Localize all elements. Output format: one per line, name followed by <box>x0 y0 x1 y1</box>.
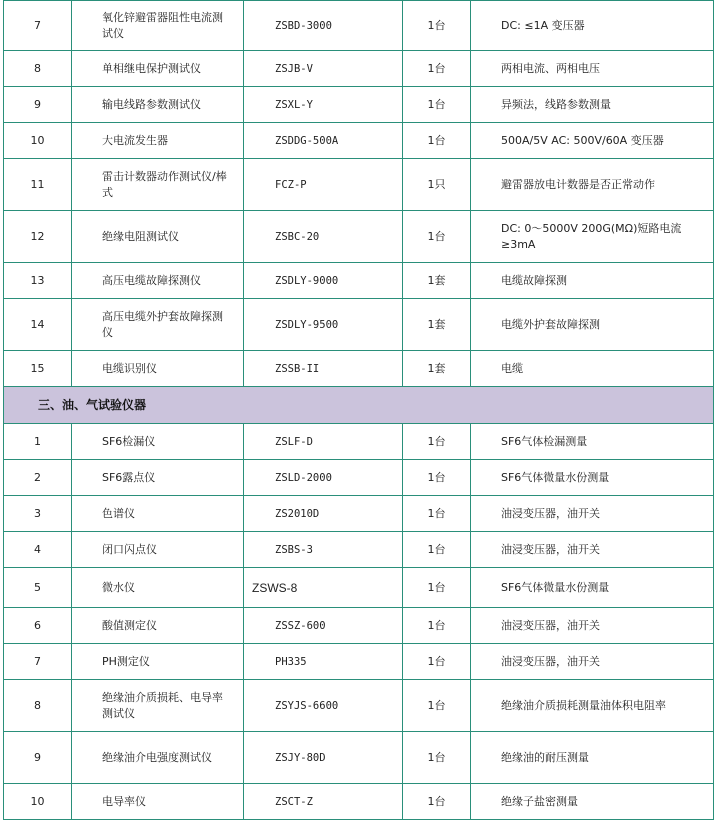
section-header-row <box>4 387 714 424</box>
row-number: 13 <box>4 263 72 299</box>
quantity: 1只 <box>403 159 471 211</box>
instrument-name: 电导率仪 <box>72 784 244 820</box>
remarks: SF6气体检漏测量 <box>471 424 714 460</box>
model-number: ZSDDG-500A <box>244 123 403 159</box>
row-number: 10 <box>4 784 72 820</box>
instrument-name: 绝缘油介质损耗、电导率测试仪 <box>72 680 244 732</box>
model-number: ZSDLY-9000 <box>244 263 403 299</box>
table-row <box>4 532 714 568</box>
table-row <box>4 159 714 211</box>
remarks: 500A/5V AC: 500V/60A 变压器 <box>471 123 714 159</box>
row-number: 12 <box>4 211 72 263</box>
model-number: ZSBD-3000 <box>244 1 403 51</box>
quantity: 1台 <box>403 87 471 123</box>
table-row <box>4 460 714 496</box>
row-number: 10 <box>4 123 72 159</box>
instrument-name: 高压电缆外护套故障探测仪 <box>72 299 244 351</box>
table-row <box>4 51 714 87</box>
table-row <box>4 211 714 263</box>
row-number: 8 <box>4 51 72 87</box>
model-number: ZSJY-80D <box>244 732 403 784</box>
quantity: 1台 <box>403 644 471 680</box>
model-number: ZSWS-8 <box>244 568 403 608</box>
table-row <box>4 351 714 387</box>
instrument-name: 氧化锌避雷器阻性电流测试仪 <box>72 1 244 51</box>
row-number: 9 <box>4 87 72 123</box>
table-row <box>4 1 714 51</box>
remarks: SF6气体微量水份测量 <box>471 460 714 496</box>
remarks: 绝缘子盐密测量 <box>471 784 714 820</box>
remarks: 避雷器放电计数器是否正常动作 <box>471 159 714 211</box>
model-number: ZSBC-20 <box>244 211 403 263</box>
table-row <box>4 732 714 784</box>
instrument-name: 微水仪 <box>72 568 244 608</box>
quantity: 1台 <box>403 568 471 608</box>
instrument-name: 闭口闪点仪 <box>72 532 244 568</box>
row-number: 1 <box>4 424 72 460</box>
instrument-name: 雷击计数器动作测试仪/棒式 <box>72 159 244 211</box>
row-number: 11 <box>4 159 72 211</box>
model-number: FCZ-P <box>244 159 403 211</box>
model-number: ZSLF-D <box>244 424 403 460</box>
quantity: 1台 <box>403 732 471 784</box>
instrument-name: PH测定仪 <box>72 644 244 680</box>
equipment-list <box>3 0 713 820</box>
instrument-name: 色谱仪 <box>72 496 244 532</box>
remarks: 两相电流、两相电压 <box>471 51 714 87</box>
row-number: 7 <box>4 1 72 51</box>
quantity: 1套 <box>403 299 471 351</box>
table-row <box>4 123 714 159</box>
remarks: DC: 0～5000V 200G(MΩ)短路电流≥3mA <box>471 211 714 263</box>
model-number: PH335 <box>244 644 403 680</box>
remarks: 电缆故障探测 <box>471 263 714 299</box>
remarks: 绝缘油介质损耗测量油体积电阻率 <box>471 680 714 732</box>
model-number: ZS2010D <box>244 496 403 532</box>
remarks: 电缆 <box>471 351 714 387</box>
quantity: 1台 <box>403 1 471 51</box>
equipment-table <box>3 0 714 820</box>
remarks: 油浸变压器，油开关 <box>471 496 714 532</box>
table-row <box>4 299 714 351</box>
remarks: 异频法，线路参数测量 <box>471 87 714 123</box>
model-number: ZSCT-Z <box>244 784 403 820</box>
row-number: 8 <box>4 680 72 732</box>
instrument-name: 绝缘电阻测试仪 <box>72 211 244 263</box>
row-number: 5 <box>4 568 72 608</box>
quantity: 1台 <box>403 784 471 820</box>
model-number: ZSJB-V <box>244 51 403 87</box>
instrument-name: SF6检漏仪 <box>72 424 244 460</box>
instrument-name: SF6露点仪 <box>72 460 244 496</box>
section-title: 三、油、气试验仪器 <box>4 387 714 424</box>
model-number: ZSSB-II <box>244 351 403 387</box>
table-row <box>4 424 714 460</box>
instrument-name: 单相继电保护测试仪 <box>72 51 244 87</box>
quantity: 1台 <box>403 496 471 532</box>
row-number: 9 <box>4 732 72 784</box>
remarks: DC: ≤1A 变压器 <box>471 1 714 51</box>
table-row <box>4 87 714 123</box>
model-number: ZSXL-Y <box>244 87 403 123</box>
quantity: 1台 <box>403 51 471 87</box>
instrument-name: 绝缘油介电强度测试仪 <box>72 732 244 784</box>
remarks: 油浸变压器，油开关 <box>471 532 714 568</box>
remarks: 油浸变压器，油开关 <box>471 644 714 680</box>
remarks: 油浸变压器，油开关 <box>471 608 714 644</box>
row-number: 2 <box>4 460 72 496</box>
instrument-name: 输电线路参数测试仪 <box>72 87 244 123</box>
instrument-name: 高压电缆故障探测仪 <box>72 263 244 299</box>
model-number: ZSYJS-6600 <box>244 680 403 732</box>
instrument-name: 电缆识别仪 <box>72 351 244 387</box>
quantity: 1台 <box>403 123 471 159</box>
row-number: 6 <box>4 608 72 644</box>
model-number: ZSBS-3 <box>244 532 403 568</box>
model-number: ZSSZ-600 <box>244 608 403 644</box>
table-row <box>4 496 714 532</box>
model-number: ZSDLY-9500 <box>244 299 403 351</box>
table-row <box>4 568 714 608</box>
quantity: 1台 <box>403 211 471 263</box>
table-row <box>4 608 714 644</box>
instrument-name: 大电流发生器 <box>72 123 244 159</box>
quantity: 1台 <box>403 424 471 460</box>
quantity: 1台 <box>403 532 471 568</box>
row-number: 3 <box>4 496 72 532</box>
table-row <box>4 644 714 680</box>
table-row <box>4 263 714 299</box>
remarks: 绝缘油的耐压测量 <box>471 732 714 784</box>
row-number: 4 <box>4 532 72 568</box>
model-number: ZSLD-2000 <box>244 460 403 496</box>
quantity: 1台 <box>403 680 471 732</box>
quantity: 1台 <box>403 608 471 644</box>
remarks: SF6气体微量水份测量 <box>471 568 714 608</box>
quantity: 1套 <box>403 351 471 387</box>
row-number: 15 <box>4 351 72 387</box>
table-row <box>4 784 714 820</box>
quantity: 1套 <box>403 263 471 299</box>
remarks: 电缆外护套故障探测 <box>471 299 714 351</box>
quantity: 1台 <box>403 460 471 496</box>
instrument-name: 酸值测定仪 <box>72 608 244 644</box>
row-number: 14 <box>4 299 72 351</box>
row-number: 7 <box>4 644 72 680</box>
table-row <box>4 680 714 732</box>
